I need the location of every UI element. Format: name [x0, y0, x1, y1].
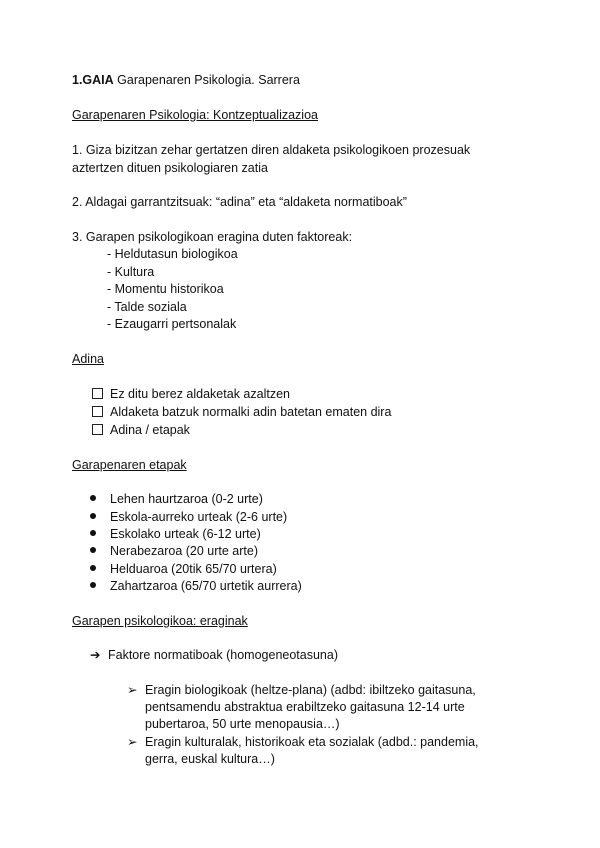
section-heading-kontzeptualizazioa: Garapenaren Psikologia: Kontzeptualizazioa — [72, 108, 318, 122]
list-item-label: Zahartzaroa (65/70 urtetik aurrera) — [110, 579, 302, 593]
checklist-item — [92, 386, 290, 402]
list-item-label: Eskolako urteak (6-12 urte) — [110, 527, 261, 541]
list-item — [90, 561, 277, 577]
list-item-label: Nerabezaroa (20 urte arte) — [110, 544, 258, 558]
section-heading-adina: Adina — [72, 352, 104, 366]
list-item — [90, 543, 258, 559]
checkbox-icon — [92, 388, 103, 399]
arrowhead-icon: ➢ — [127, 735, 138, 749]
bullet-icon — [90, 495, 96, 501]
factor-item: - Kultura — [107, 265, 155, 279]
bullet-icon — [90, 547, 96, 553]
page-title — [72, 72, 300, 88]
sub-item-1-line-3: pubertaroa, 50 urte menopausia…) — [145, 717, 340, 731]
checklist-item-label: Ez ditu berez aldaketak azaltzen — [110, 387, 290, 401]
arrowhead-icon: ➢ — [127, 683, 138, 697]
bullet-icon — [90, 582, 96, 588]
factor-item: - Talde soziala — [107, 300, 187, 314]
sub-item-2 — [127, 734, 479, 750]
list-item-label: Helduaroa (20tik 65/70 urtera) — [110, 562, 277, 576]
checklist-item-label: Aldaketa batzuk normalki adin batetan ematen dira — [110, 405, 392, 419]
factor-item: - Momentu historikoa — [107, 282, 224, 296]
title-text: Garapenaren Psikologia. Sarrera — [117, 73, 300, 87]
list-item-label: Eskola-aurreko urteak (2-6 urte) — [110, 510, 288, 524]
bullet-icon — [90, 513, 96, 519]
bullet-icon — [90, 530, 96, 536]
list-item — [90, 526, 261, 542]
arrow-right-icon: ➔ — [90, 648, 101, 662]
sub-item-1 — [127, 682, 476, 698]
factor-item: - Ezaugarri pertsonalak — [107, 317, 237, 331]
section-heading-etapak: Garapenaren etapak — [72, 458, 187, 472]
factor-item: - Heldutasun biologikoa — [107, 247, 238, 261]
sub-item-1-line-2: pentsamendu abstraktua erabiltzeko gaitasuna 12-14 urte — [145, 700, 465, 714]
list-item-label: Lehen haurtzaroa (0-2 urte) — [110, 492, 263, 506]
paragraph-3: 3. Garapen psikologikoan eragina duten faktoreak: — [72, 230, 353, 244]
sub-item-1-line-1: Eragin biologikoak (heltze-plana) (adbd: ibiltzeko gaitasuna, — [145, 683, 476, 697]
checklist-item — [92, 422, 190, 438]
arrow-item-label: Faktore normatiboak (homogeneotasuna) — [108, 648, 338, 662]
sub-item-2-line-1: Eragin kulturalak, historikoak eta sozialak (adbd.: pandemia, — [145, 735, 479, 749]
checklist-item — [92, 404, 391, 420]
list-item — [90, 491, 263, 507]
paragraph-1-line-2: aztertzen dituen psikologiaren zatia — [72, 161, 268, 175]
checklist-item-label: Adina / etapak — [110, 423, 190, 437]
list-item — [90, 509, 287, 525]
bullet-icon — [90, 565, 96, 571]
checkbox-icon — [92, 406, 103, 417]
checkbox-icon — [92, 424, 103, 435]
title-number: 1.GAIA — [72, 73, 114, 87]
sub-item-2-line-2: gerra, euskal kultura…) — [145, 752, 275, 766]
section-heading-eraginak: Garapen psikologikoa: eraginak — [72, 614, 248, 628]
paragraph-1-line-1: 1. Giza bizitzan zehar gertatzen diren aldaketa psikologikoen prozesuak — [72, 143, 471, 157]
arrow-item — [90, 647, 338, 663]
list-item — [90, 578, 302, 594]
paragraph-2: 2. Aldagai garrantzitsuak: “adina” eta “aldaketa normatiboak” — [72, 195, 407, 209]
